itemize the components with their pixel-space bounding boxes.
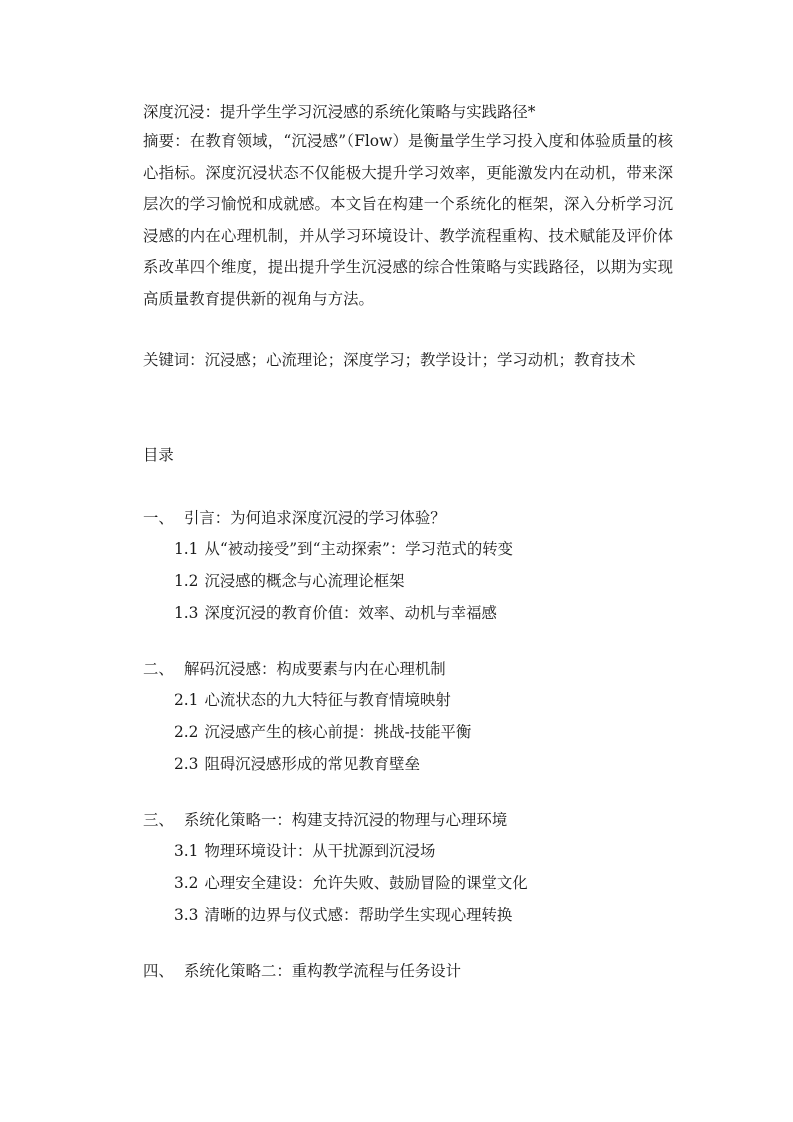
toc-subsection-number: 2.3 xyxy=(174,755,199,773)
toc-subsection-number: 1.3 xyxy=(174,604,199,622)
table-of-contents xyxy=(143,506,703,1015)
toc-section-heading xyxy=(143,506,703,530)
toc-section-title: 系统化策略二：重构教学流程与任务设计 xyxy=(184,962,462,980)
toc-section xyxy=(143,959,703,983)
toc-heading: 目录 xyxy=(143,446,174,464)
toc-subsection-number: 3.3 xyxy=(174,906,199,924)
toc-subsection-title: 沉浸感产生的核心前提：挑战-技能平衡 xyxy=(204,723,472,741)
toc-section-title: 系统化策略一：构建支持沉浸的物理与心理环境 xyxy=(184,811,508,829)
toc-subsection-title: 沉浸感的概念与心流理论框架 xyxy=(204,572,405,590)
toc-subsection-number: 2.1 xyxy=(174,691,199,709)
toc-subsection-title: 从“被动接受”到“主动探索”：学习范式的转变 xyxy=(204,540,513,558)
toc-subsection-number: 2.2 xyxy=(174,723,199,741)
toc-section-title: 引言：为何追求深度沉浸的学习体验？ xyxy=(184,509,446,527)
toc-subsection-number: 1.1 xyxy=(174,540,199,558)
toc-section-number: 三、 xyxy=(143,811,174,829)
front-matter xyxy=(143,98,673,374)
toc-subsection xyxy=(143,537,703,561)
toc-section-heading xyxy=(143,959,703,983)
toc-section xyxy=(143,808,703,927)
toc-subsection xyxy=(143,720,703,744)
toc-subsection-title: 物理环境设计：从干扰源到沉浸场 xyxy=(204,842,436,860)
toc-subsection xyxy=(143,903,703,927)
toc-section xyxy=(143,657,703,776)
toc-subsection xyxy=(143,871,703,895)
toc-subsection-title: 心理安全建设：允许失败、鼓励冒险的课堂文化 xyxy=(204,874,528,892)
abstract-paragraph: 摘要：在教育领域，“沉浸感”（Flow）是衡量学生学习投入度和体验质量的核心指标。深度沉浸状态不仅能极大提升学习效率，更能激发内在动机，带来深层次的学习愉悦和成就感。本文旨在构建一个系统化的框架，深入分析学习沉浸感的内在心理机制，并从学习环境设计、教学流程重构、技术赋能及评价体系改革四个维度，提出提升学生沉浸感的综合性策略与实践路径，以期为实现高质量教育提供新的视角与方法。 xyxy=(143,132,673,308)
toc-subsection-number: 1.2 xyxy=(174,572,199,590)
toc-subsection-number: 3.2 xyxy=(174,874,199,892)
toc-subsection xyxy=(143,569,703,593)
toc-subsection xyxy=(143,601,703,625)
toc-subsection-title: 阻碍沉浸感形成的常见教育壁垒 xyxy=(204,755,420,773)
toc-section-number: 二、 xyxy=(143,660,174,678)
document-title: 深度沉浸：提升学生学习沉浸感的系统化策略与实践路径* xyxy=(143,103,536,121)
toc-subsection-title: 清晰的边界与仪式感：帮助学生实现心理转换 xyxy=(204,906,513,924)
toc-section-title: 解码沉浸感：构成要素与内在心理机制 xyxy=(184,660,446,678)
toc-section xyxy=(143,506,703,625)
toc-section-heading xyxy=(143,808,703,832)
toc-subsection xyxy=(143,839,703,863)
toc-section-heading xyxy=(143,657,703,681)
toc-subsection-number: 3.1 xyxy=(174,842,199,860)
toc-section-number: 四、 xyxy=(143,962,174,980)
toc-subsection xyxy=(143,752,703,776)
toc-subsection-title: 心流状态的九大特征与教育情境映射 xyxy=(204,691,451,709)
keywords-line: 关键词：沉浸感；心流理论；深度学习；教学设计；学习动机；教育技术 xyxy=(143,350,636,369)
toc-subsection xyxy=(143,688,703,712)
toc-section-number: 一、 xyxy=(143,509,174,527)
toc-subsection-title: 深度沉浸的教育价值：效率、动机与幸福感 xyxy=(204,604,497,622)
